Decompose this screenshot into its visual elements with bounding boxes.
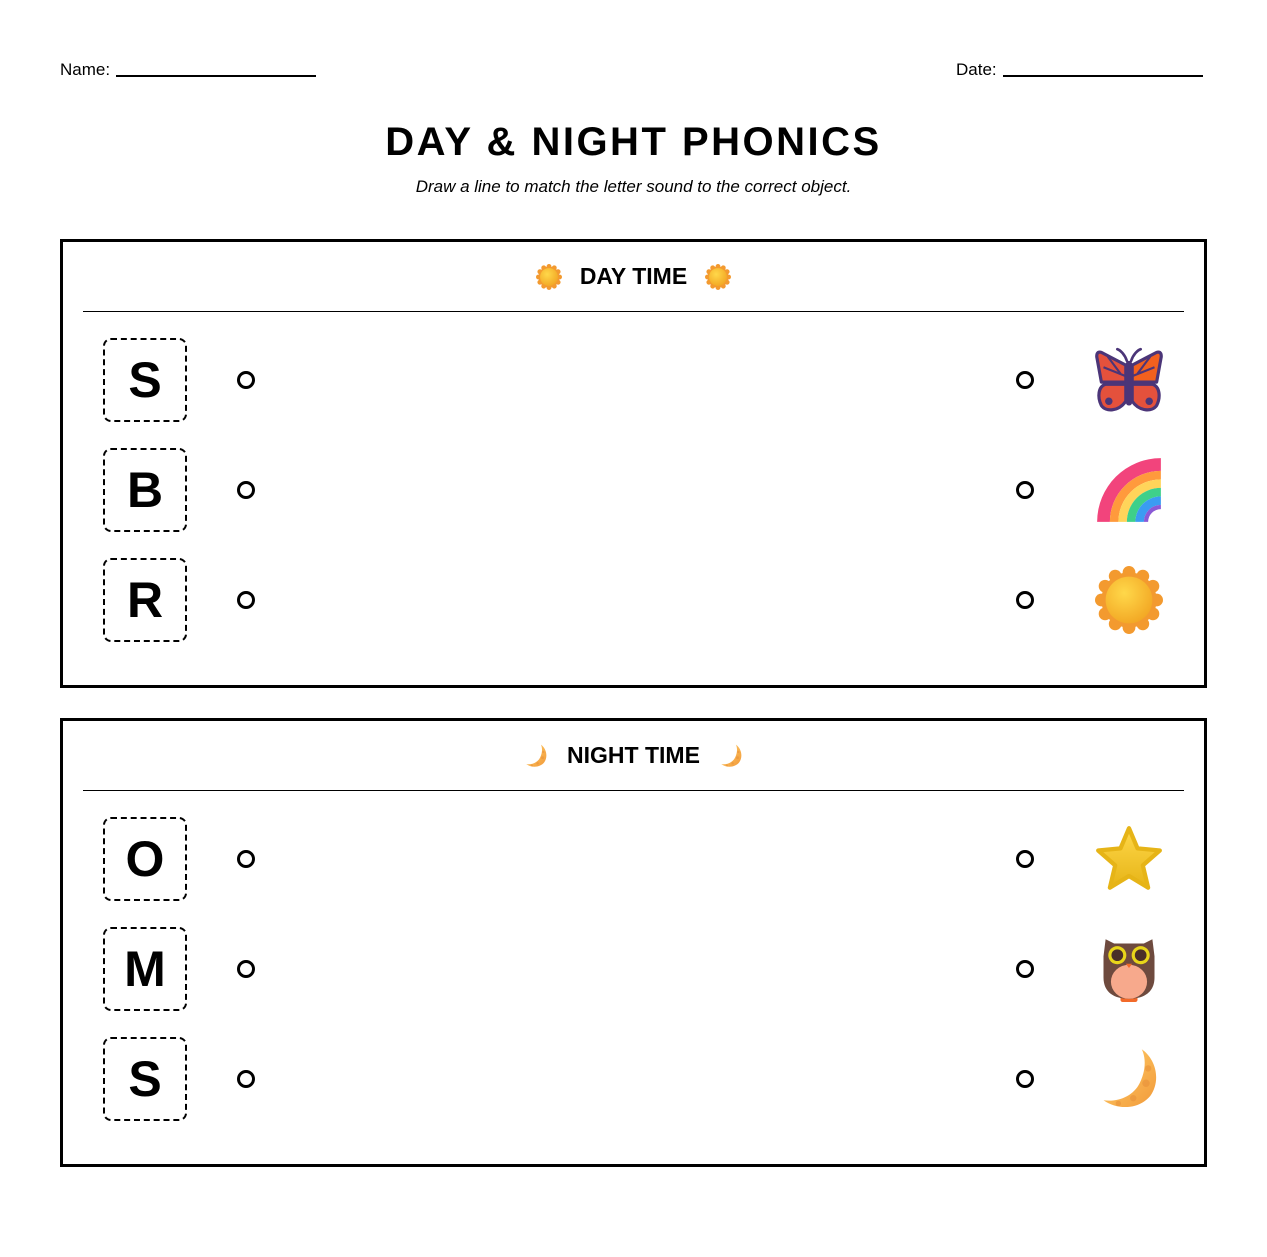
picture-connector-dot[interactable] bbox=[1016, 591, 1034, 609]
butterfly-icon bbox=[1095, 346, 1163, 414]
night-time-section bbox=[60, 718, 1207, 1167]
worksheet-instructions: Draw a line to match the letter sound to the correct object. bbox=[415, 177, 852, 196]
section-title: DAY TIME bbox=[579, 263, 688, 289]
letter-connector-dot[interactable] bbox=[237, 371, 255, 389]
letter-card: M bbox=[103, 927, 187, 1011]
section-title: NIGHT TIME bbox=[567, 742, 700, 768]
match-row bbox=[63, 1037, 1204, 1121]
sun-icon bbox=[705, 264, 731, 290]
date-blank-line[interactable] bbox=[1003, 63, 1203, 77]
letter-card: S bbox=[103, 1037, 187, 1121]
crescent-moon-icon bbox=[1095, 1045, 1163, 1113]
name-field[interactable] bbox=[60, 60, 316, 80]
date-label: Date: bbox=[956, 60, 997, 79]
match-row bbox=[63, 448, 1204, 532]
picture-connector-dot[interactable] bbox=[1016, 481, 1034, 499]
sun-icon bbox=[1095, 566, 1163, 634]
picture-connector-dot[interactable] bbox=[1016, 850, 1034, 868]
name-blank-line[interactable] bbox=[116, 63, 316, 77]
picture-connector-dot[interactable] bbox=[1016, 960, 1034, 978]
letter-card: S bbox=[103, 338, 187, 422]
match-row bbox=[63, 558, 1204, 642]
letter-card: B bbox=[103, 448, 187, 532]
letter-connector-dot[interactable] bbox=[237, 591, 255, 609]
match-row bbox=[63, 338, 1204, 422]
sun-icon bbox=[536, 264, 562, 290]
picture-connector-dot[interactable] bbox=[1016, 1070, 1034, 1088]
worksheet-title: DAY & NIGHT PHONICS bbox=[385, 120, 882, 164]
name-label: Name: bbox=[60, 60, 111, 79]
match-row bbox=[63, 817, 1204, 901]
crescent-moon-icon bbox=[523, 743, 549, 769]
letter-connector-dot[interactable] bbox=[237, 960, 255, 978]
crescent-moon-icon bbox=[718, 743, 744, 769]
date-field[interactable] bbox=[956, 60, 1203, 80]
match-row bbox=[63, 927, 1204, 1011]
section-header bbox=[83, 721, 1184, 791]
owl-icon bbox=[1095, 935, 1163, 1003]
star-icon bbox=[1095, 825, 1163, 893]
letter-card: R bbox=[103, 558, 187, 642]
letter-connector-dot[interactable] bbox=[237, 1070, 255, 1088]
day-time-section bbox=[60, 239, 1207, 688]
picture-connector-dot[interactable] bbox=[1016, 371, 1034, 389]
section-header bbox=[83, 242, 1184, 312]
letter-connector-dot[interactable] bbox=[237, 850, 255, 868]
letter-connector-dot[interactable] bbox=[237, 481, 255, 499]
rainbow-icon bbox=[1095, 456, 1163, 524]
letter-card: O bbox=[103, 817, 187, 901]
